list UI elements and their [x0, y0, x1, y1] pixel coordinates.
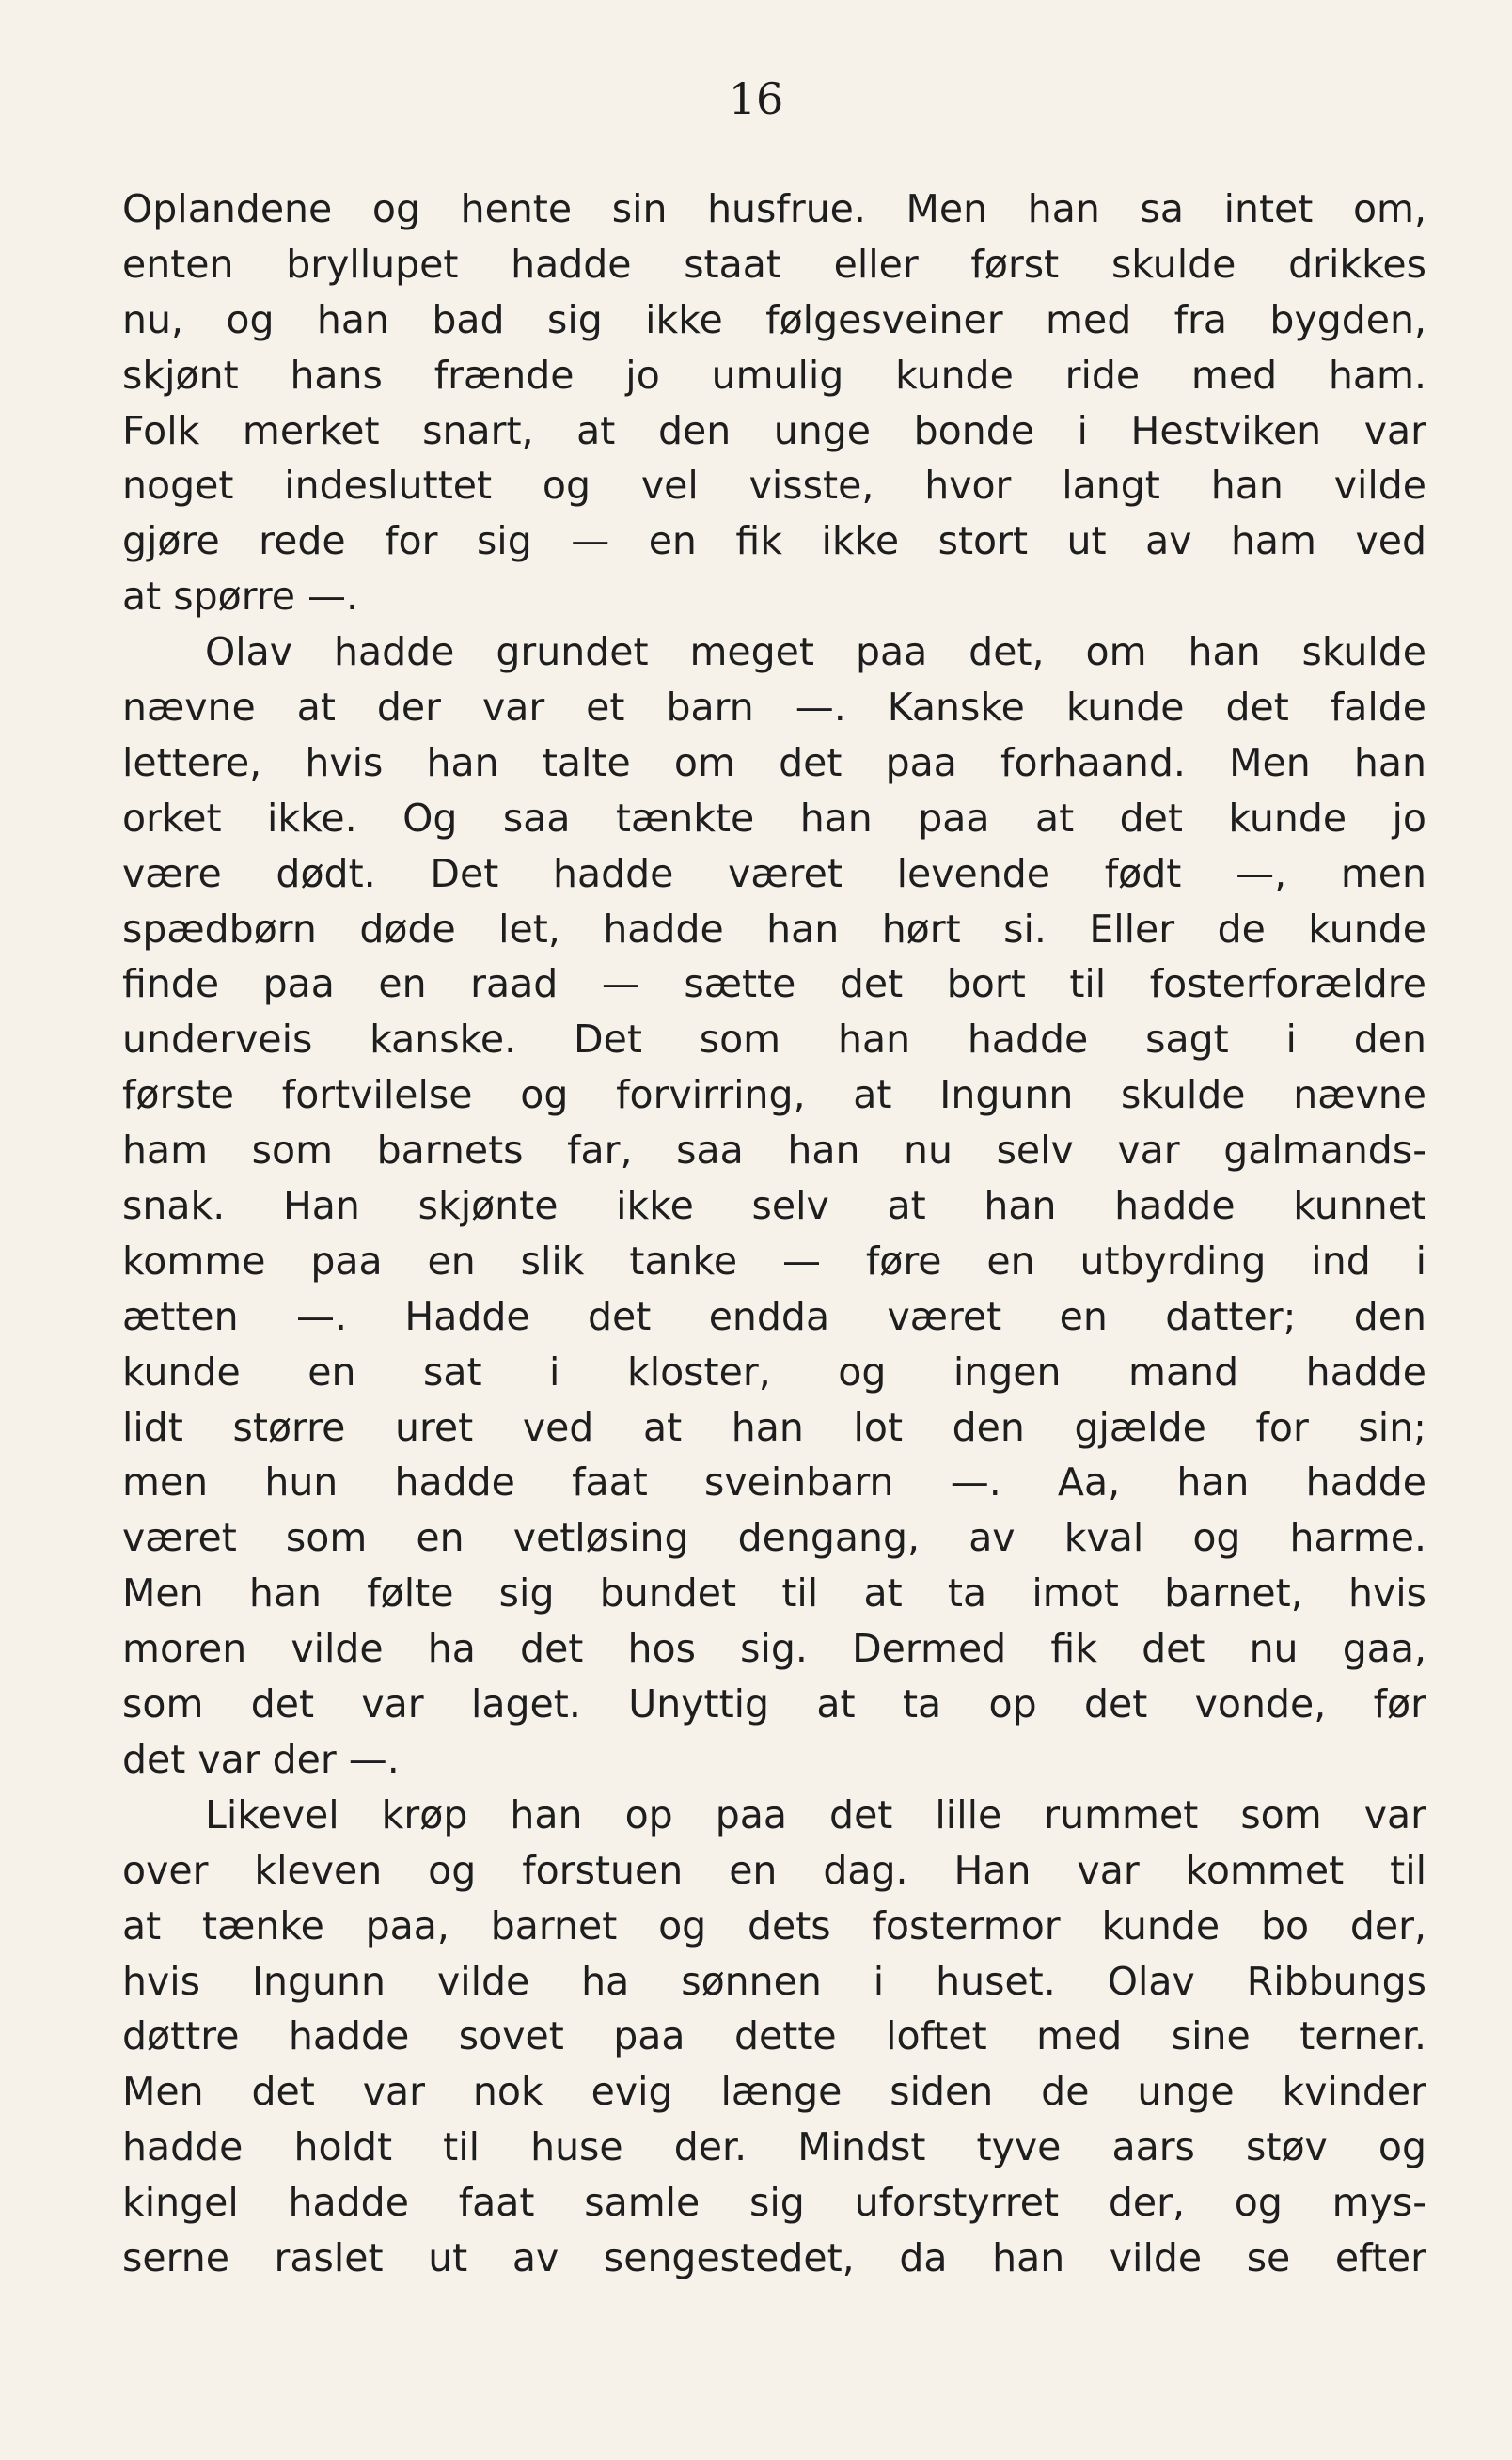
text-line: at tænke paa, barnet og dets fostermor kunde bo der, [122, 1902, 1426, 1948]
text-line: underveis kanske. Det som han hadde sagt i den [122, 1017, 1426, 1063]
text-line: komme paa en slik tanke — føre en utbyrding ind i [122, 1238, 1426, 1284]
text-line: men hun hadde faat sveinbarn —. Aa, han hadde [122, 1459, 1426, 1506]
text-line: første fortvilelse og forvirring, at Ingunn skulde nævne [122, 1072, 1426, 1118]
text-line: at spørre —. [122, 574, 359, 620]
text-line: det var der —. [122, 1736, 400, 1782]
page-number: 16 [728, 73, 784, 124]
text-line: moren vilde ha det hos sig. Dermed fik det nu gaa, [122, 1626, 1426, 1672]
text-line: Olav hadde grundet meget paa det, om han skulde [205, 629, 1426, 675]
text-line: hadde holdt til huse der. Mindst tyve aars støv og [122, 2124, 1426, 2170]
text-line: som det var laget. Unyttig at ta op det vonde, før [122, 1681, 1426, 1727]
text-line: Oplandene og hente sin husfrue. Men han sa intet om, [122, 186, 1426, 231]
text-line: gjøre rede for sig — en fik ikke stort ut av ham ved [122, 518, 1426, 564]
text-line: snak. Han skjønte ikke selv at han hadde kunnet [122, 1183, 1426, 1229]
text-line: kunde en sat i kloster, og ingen mand hadde [122, 1348, 1426, 1395]
text-line: døttre hadde sovet paa dette loftet med sine terner. [122, 2013, 1426, 2059]
text-line: orket ikke. Og saa tænkte han paa at det kunde jo [122, 795, 1426, 841]
body-text [122, 181, 1426, 2286]
text-line: Men det var nok evig længe siden de unge kvinder [122, 2069, 1426, 2115]
text-line: noget indesluttet og vel visste, hvor langt han vilde [122, 463, 1426, 509]
text-line: ham som barnets far, saa han nu selv var galmands- [122, 1128, 1426, 1174]
text-line: nævne at der var et barn —. Kanske kunde det falde [122, 685, 1426, 731]
text-line: lettere, hvis han talte om det paa forhaand. Men han [122, 739, 1426, 785]
text-line: serne raslet ut av sengestedet, da han vilde se efter [122, 2234, 1426, 2280]
text-line: ætten —. Hadde det endda været en datter; den [122, 1293, 1426, 1339]
text-line: nu, og han bad sig ikke følgesveiner med fra bygden, [122, 296, 1426, 342]
text-line: Men han følte sig bundet til at ta imot barnet, hvis [122, 1570, 1426, 1616]
text-line: Folk merket snart, at den unge bonde i Hestviken var [122, 407, 1426, 453]
text-line: over kleven og forstuen en dag. Han var kommet til [122, 1847, 1426, 1893]
text-line: været som en vetløsing dengang, av kval og harme. [122, 1515, 1426, 1561]
text-line: Likevel krøp han op paa det lille rummet som var [205, 1791, 1426, 1837]
text-line: lidt større uret ved at han lot den gjælde for sin; [122, 1404, 1426, 1450]
text-line: være dødt. Det hadde været levende født —, men [122, 850, 1426, 896]
text-line: finde paa en raad — sætte det bort til fosterforældre [122, 961, 1426, 1007]
text-line: spædbørn døde let, hadde han hørt si. Eller de kunde [122, 906, 1426, 952]
text-line: kingel hadde faat samle sig uforstyrret der, og mys- [122, 2180, 1426, 2226]
text-line: hvis Ingunn vilde ha sønnen i huset. Olav Ribbungs [122, 1958, 1426, 2004]
text-line: skjønt hans frænde jo umulig kunde ride med ham. [122, 352, 1426, 398]
text-line: enten bryllupet hadde staat eller først skulde drikkes [122, 241, 1426, 287]
